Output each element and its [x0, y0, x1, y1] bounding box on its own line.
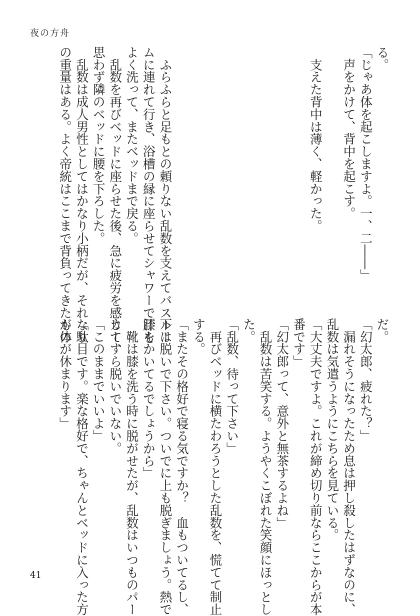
text-column: 「駄目です。楽な格好で、ちゃんとベッドに入った方 [74, 318, 90, 616]
text-column: 「じゃあ体を起こしますよ。一、二――」 [358, 46, 374, 282]
text-column: 乱数は気遣うようにこちらを見ている。 [324, 318, 340, 542]
text-column: だ。 [375, 318, 390, 343]
text-column [324, 46, 340, 296]
text-column: 漏れそうになったため息は押し殺したはずなのに、 [341, 318, 357, 616]
text-column: が体が休まります」 [57, 318, 73, 430]
text-column: 下は脱いで下さい。ついでに上も脱ぎましょう。熱で [157, 318, 173, 616]
text-column: 汗もかいてるでしょうから」 [141, 318, 157, 480]
text-column: 靴は膝を洗う時に脱がせたが、乱数はいつものパー [124, 318, 140, 616]
text-column: ムに連れて行き、浴槽の縁に座らせてシャワーで膝を [141, 46, 157, 344]
text-column: 「またその格好で寝る気ですか？ 血もついてるし、 [174, 318, 190, 616]
text-column [274, 46, 290, 296]
text-column: 再びベッドに横たわろうとした乱数を、慌てて制止 [208, 318, 223, 616]
text-column: の重量はある。よく帝統はここまで背負ってきたもの [57, 46, 73, 344]
text-column: た。 [241, 318, 257, 343]
text-column: 「乱数、待って下さい」 [224, 318, 240, 455]
text-column: ふらふらと足もとの頼りない乱数を支えてバスルー [157, 46, 173, 344]
running-head: 夜の方舟 [30, 29, 71, 39]
text-column [257, 46, 273, 296]
text-column: 「このままでいいよ」 [91, 318, 107, 442]
page-number: 41 [30, 571, 42, 581]
text-column: カーすら脱いでいない。 [107, 318, 123, 455]
text-column: 思わず隣のベッドに腰を下ろした。 [91, 46, 107, 245]
text-column: 乱数を再びベッドに座らせた後、急に疲労を感じて、 [107, 46, 123, 356]
text-column [207, 46, 223, 296]
text-column: 「幻太郎って、意外と無茶するよね」 [274, 318, 290, 529]
text-column [174, 46, 190, 296]
text-column: 「幻太郎、疲れた？」 [358, 318, 374, 442]
text-column: よく洗って、またベッドまで戻る。 [124, 46, 140, 245]
text-column: 支えた背中は薄く、軽かった。 [308, 46, 324, 232]
text-column [190, 46, 206, 296]
text-column: 「大丈夫ですよ。これが締め切り前ならここからが本 [308, 318, 324, 616]
text-column: する。 [191, 318, 207, 356]
text-column: 乱数は成人男性としてはかなり小柄だが、それなり [74, 46, 90, 344]
text-column: 番です」 [291, 318, 307, 368]
text-column [240, 46, 256, 296]
text-column: 乱数は苦笑する。ようやくこぼれた笑顔にほっとし [258, 318, 274, 616]
text-column [224, 46, 240, 296]
text-column: 声をかけて、背中を起こす。 [341, 46, 357, 220]
text-column [291, 46, 307, 296]
text-column: る。 [375, 46, 390, 71]
